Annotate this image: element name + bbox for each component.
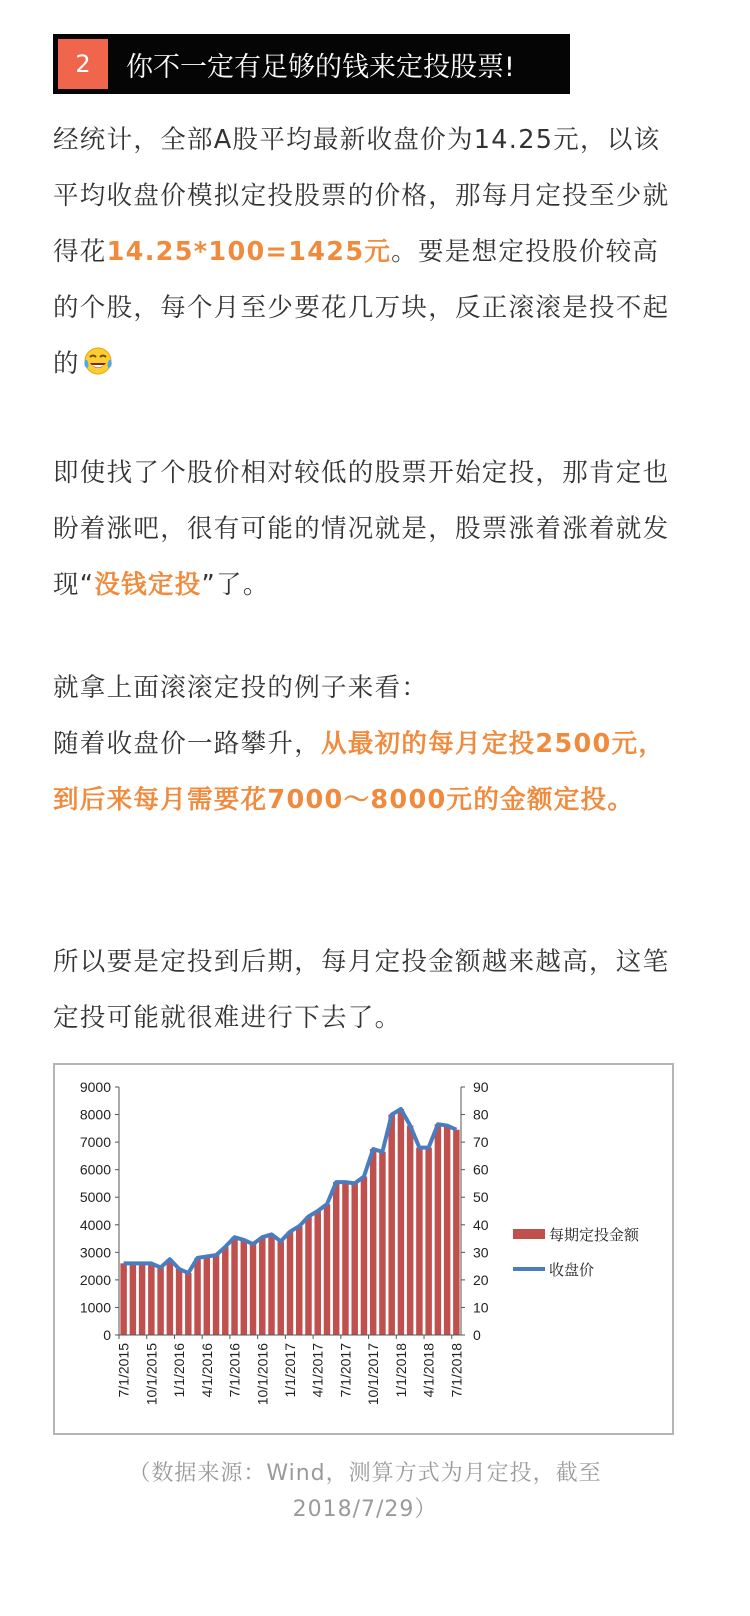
p1-text-c: 。要是想定投股价较高的个股，每个月至少要花几万块，反正滚滚是投不起的: [53, 237, 670, 379]
y-tick-label-left: 8000: [79, 1106, 111, 1123]
bar: [204, 1256, 210, 1335]
x-tick-label: 10/1/2016: [254, 1343, 271, 1406]
section-title: 你不一定有足够的钱来定投股票!: [126, 51, 515, 83]
x-tick-label: 4/1/2018: [420, 1343, 437, 1398]
y-tick-label-right: 50: [473, 1189, 489, 1206]
bar: [213, 1255, 219, 1335]
p3-highlight: 从最初的每月定投2500元，到后来每月需要花7000～8000元的金额定投。: [53, 729, 666, 815]
y-tick-label-right: 20: [473, 1271, 489, 1288]
p2-text-a: 即使找了个股价相对较低的股票开始定投，那肯定也盼着涨吧，很有可能的情况就是，股票涨着涨着就发现“: [53, 458, 670, 600]
bar: [259, 1237, 265, 1335]
y-tick-label-left: 9000: [79, 1079, 111, 1095]
laughing-crying-emoji-icon: [82, 340, 114, 396]
y-tick-label-left: 1000: [79, 1299, 111, 1316]
y-tick-label-right: 10: [473, 1299, 489, 1316]
chart-container: [53, 1063, 674, 1435]
bar: [416, 1148, 422, 1335]
bar: [407, 1126, 413, 1335]
x-tick-label: 10/1/2017: [365, 1343, 382, 1406]
bar: [157, 1267, 163, 1335]
bar: [342, 1182, 348, 1335]
y-tick-label-right: 80: [473, 1106, 489, 1123]
bar: [231, 1237, 237, 1335]
y-tick-label-left: 2000: [79, 1271, 111, 1288]
p1-highlight: 14.25*100=1425元: [106, 237, 392, 267]
p2-highlight: 没钱定投: [94, 570, 202, 600]
x-tick-label: 4/1/2016: [198, 1343, 215, 1398]
data-source-caption: [53, 1456, 677, 1528]
x-tick-label: 1/1/2017: [282, 1343, 298, 1398]
caption-line-2: 2018/7/29）: [292, 1497, 438, 1522]
bar: [176, 1269, 182, 1335]
y-tick-label-right: 0: [473, 1327, 481, 1343]
p3-line1: 就拿上面滚滚定投的例子来看：: [53, 673, 429, 703]
bar: [296, 1226, 302, 1335]
y-tick-label-left: 5000: [79, 1189, 111, 1206]
bar: [425, 1148, 431, 1335]
bar: [241, 1240, 247, 1335]
x-tick-label: 7/1/2017: [337, 1343, 354, 1398]
bar: [305, 1217, 311, 1335]
paragraph-no-money: [53, 445, 677, 613]
y-tick-label-left: 7000: [79, 1134, 111, 1151]
bar: [167, 1259, 173, 1335]
section-number-badge: 2: [58, 39, 108, 89]
x-tick-label: 7/1/2015: [115, 1343, 132, 1398]
bar: [268, 1234, 274, 1335]
caption-line-1: （数据来源：Wind，测算方式为月定投，截至: [128, 1461, 602, 1486]
bar: [222, 1247, 228, 1335]
y-tick-label-right: 90: [473, 1079, 489, 1095]
bar: [194, 1258, 200, 1335]
y-tick-label-left: 0: [103, 1327, 111, 1343]
legend-swatch-bar: [513, 1229, 545, 1239]
bar: [388, 1115, 394, 1335]
bar: [370, 1149, 376, 1335]
p2-text-c: ”了。: [201, 570, 270, 600]
bar: [351, 1183, 357, 1335]
bar: [185, 1273, 191, 1335]
bar: [250, 1244, 256, 1335]
x-tick-label: 7/1/2018: [448, 1343, 465, 1398]
bar: [139, 1263, 145, 1335]
y-tick-label-left: 6000: [79, 1161, 111, 1178]
bar: [148, 1263, 154, 1335]
bar: [278, 1241, 284, 1335]
paragraph-conclusion: 所以要是定投到后期，每月定投金额越来越高，这笔定投可能就很难进行下去了。: [53, 947, 670, 1033]
bar: [444, 1126, 450, 1335]
bar: [314, 1211, 320, 1335]
bar: [453, 1130, 459, 1335]
bar: [398, 1109, 404, 1335]
legend-label-line: 收盘价: [549, 1263, 595, 1279]
bar: [120, 1263, 126, 1335]
y-tick-label-right: 70: [473, 1134, 489, 1151]
legend-label-bar: 每期定投金额: [549, 1228, 640, 1244]
paragraph-average-price: [53, 112, 677, 396]
y-tick-label-right: 40: [473, 1216, 489, 1233]
x-tick-label: 4/1/2017: [309, 1343, 326, 1398]
x-tick-label: 1/1/2016: [171, 1343, 188, 1398]
x-tick-label: 1/1/2018: [392, 1343, 409, 1398]
bar: [435, 1124, 441, 1335]
bar: [130, 1263, 136, 1335]
p3-text-a: 随着收盘价一路攀升，: [53, 729, 322, 759]
paragraph-example: [53, 660, 677, 828]
bar: [379, 1152, 385, 1335]
bar: [287, 1232, 293, 1335]
p1-text-a: 经统计，全部A股平均最新收盘价为14.25元，以该平均收盘价模拟定投股票的价格，那每月定投至少就得花: [53, 125, 670, 267]
y-tick-label-right: 60: [473, 1161, 489, 1178]
x-tick-label: 10/1/2015: [143, 1343, 160, 1406]
bar: [333, 1182, 339, 1335]
y-tick-label-right: 30: [473, 1244, 489, 1261]
bar: [324, 1204, 330, 1335]
y-tick-label-left: 3000: [79, 1244, 111, 1261]
x-tick-label: 7/1/2016: [226, 1343, 243, 1398]
y-tick-label-left: 4000: [79, 1216, 111, 1233]
bar: [361, 1177, 367, 1335]
section-header: [53, 34, 570, 94]
investment-chart: [55, 1065, 672, 1433]
